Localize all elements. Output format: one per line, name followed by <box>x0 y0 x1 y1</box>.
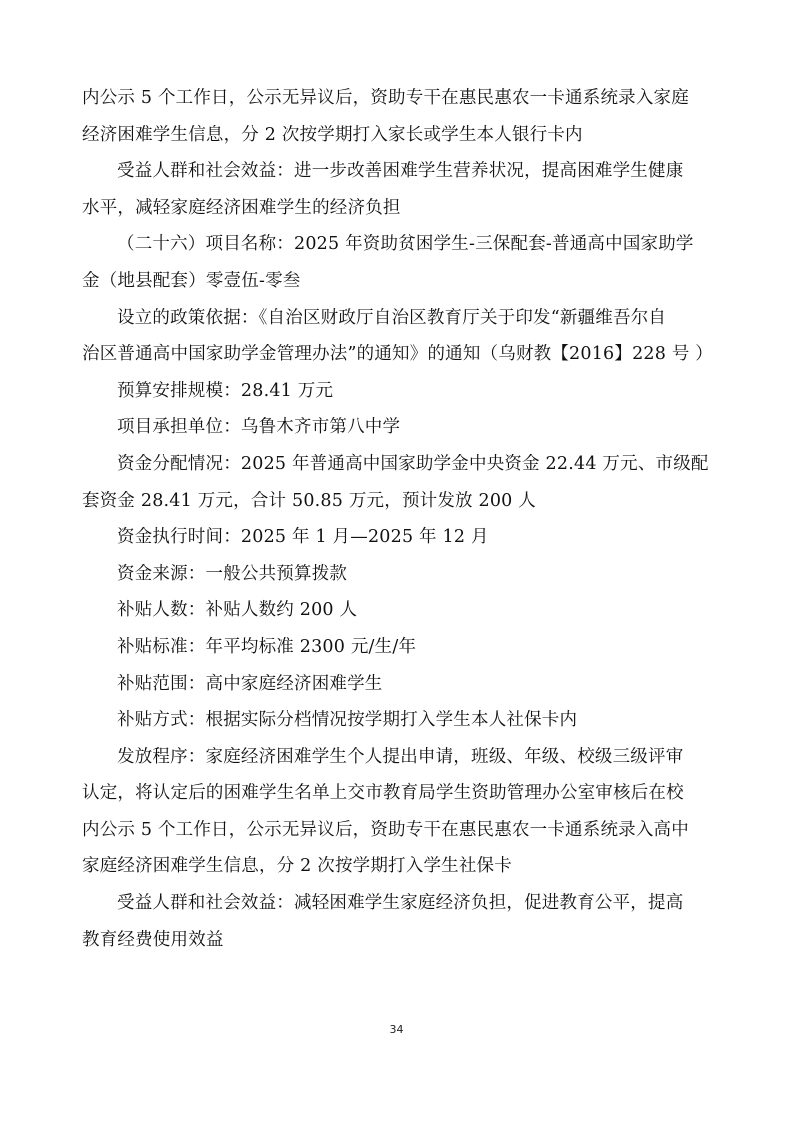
paragraph <box>82 80 712 153</box>
text-line: 补贴标准：年平均标准 2300 元/生/年 <box>117 636 417 657</box>
paragraph <box>82 519 712 556</box>
document-body <box>82 80 712 958</box>
text-line: 受益人群和社会效益：进一步改善困难学生营养状况，提高困难学生健康 <box>117 161 684 182</box>
text-line: 设立的政策依据：《自治区财政厅自治区教育厅关于印发“新疆维吾尔自 <box>117 307 667 328</box>
text-line: 受益人群和社会效益：减轻困难学生家庭经济负担，促进教育公平，提高 <box>117 893 684 914</box>
text-line: 家庭经济困难学生信息，分 2 次按学期打入学生社保卡 <box>82 856 512 877</box>
text-line: 资金执行时间：2025 年 1 月—2025 年 12 月 <box>117 527 489 548</box>
text-line: 水平，减轻家庭经济困难学生的经济负担 <box>82 197 401 218</box>
text-line: 补贴方式：根据实际分档情况按学期打入学生本人社保卡内 <box>117 710 578 731</box>
paragraph <box>82 556 712 593</box>
text-line: 预算安排规模：28.41 万元 <box>117 380 334 401</box>
paragraph <box>82 629 712 666</box>
text-line: 认定，将认定后的困难学生名单上交市教育局学生资助管理办公室审核后在校 <box>82 783 684 804</box>
paragraph <box>82 592 712 629</box>
text-line: 项目承担单位：乌鲁木齐市第八中学 <box>117 417 401 438</box>
text-line: 资金分配情况：2025 年普通高中国家助学金中央资金 22.44 万元、市级配 <box>117 453 709 474</box>
text-line: 发放程序：家庭经济困难学生个人提出申请，班级、年级、校级三级评审 <box>117 746 684 767</box>
paragraph <box>82 446 712 519</box>
paragraph <box>82 702 712 739</box>
paragraph <box>82 666 712 703</box>
text-line: 套资金 28.41 万元，合计 50.85 万元，预计发放 200 人 <box>82 490 536 511</box>
text-line: 内公示 5 个工作日，公示无异议后，资助专干在惠民惠农一卡通系统录入家庭 <box>82 88 689 108</box>
paragraph <box>82 226 712 299</box>
text-line: 金（地县配套）零壹伍-零叁 <box>82 270 301 291</box>
text-line: 补贴人数：补贴人数约 200 人 <box>117 600 358 621</box>
paragraph <box>82 739 712 885</box>
text-line: 教育经费使用效益 <box>82 929 224 950</box>
paragraph <box>82 885 712 958</box>
text-line: 治区普通高中国家助学金管理办法”的通知》的通知（乌财教【2016】228 号 ） <box>82 344 714 365</box>
paragraph <box>82 409 712 446</box>
paragraph <box>82 300 712 373</box>
paragraph <box>82 373 712 410</box>
paragraph <box>82 153 712 226</box>
text-line: 内公示 5 个工作日，公示无异议后，资助专干在惠民惠农一卡通系统录入高中 <box>82 819 689 840</box>
text-line: （二十六）项目名称：2025 年资助贫困学生-三保配套-普通高中国家助学 <box>117 234 694 255</box>
text-line: 资金来源：一般公共预算拨款 <box>117 563 348 584</box>
text-line: 补贴范围：高中家庭经济困难学生 <box>117 673 383 694</box>
page-number: 34 <box>389 1023 404 1036</box>
text-line: 经济困难学生信息，分 2 次按学期打入家长或学生本人银行卡内 <box>82 124 583 145</box>
